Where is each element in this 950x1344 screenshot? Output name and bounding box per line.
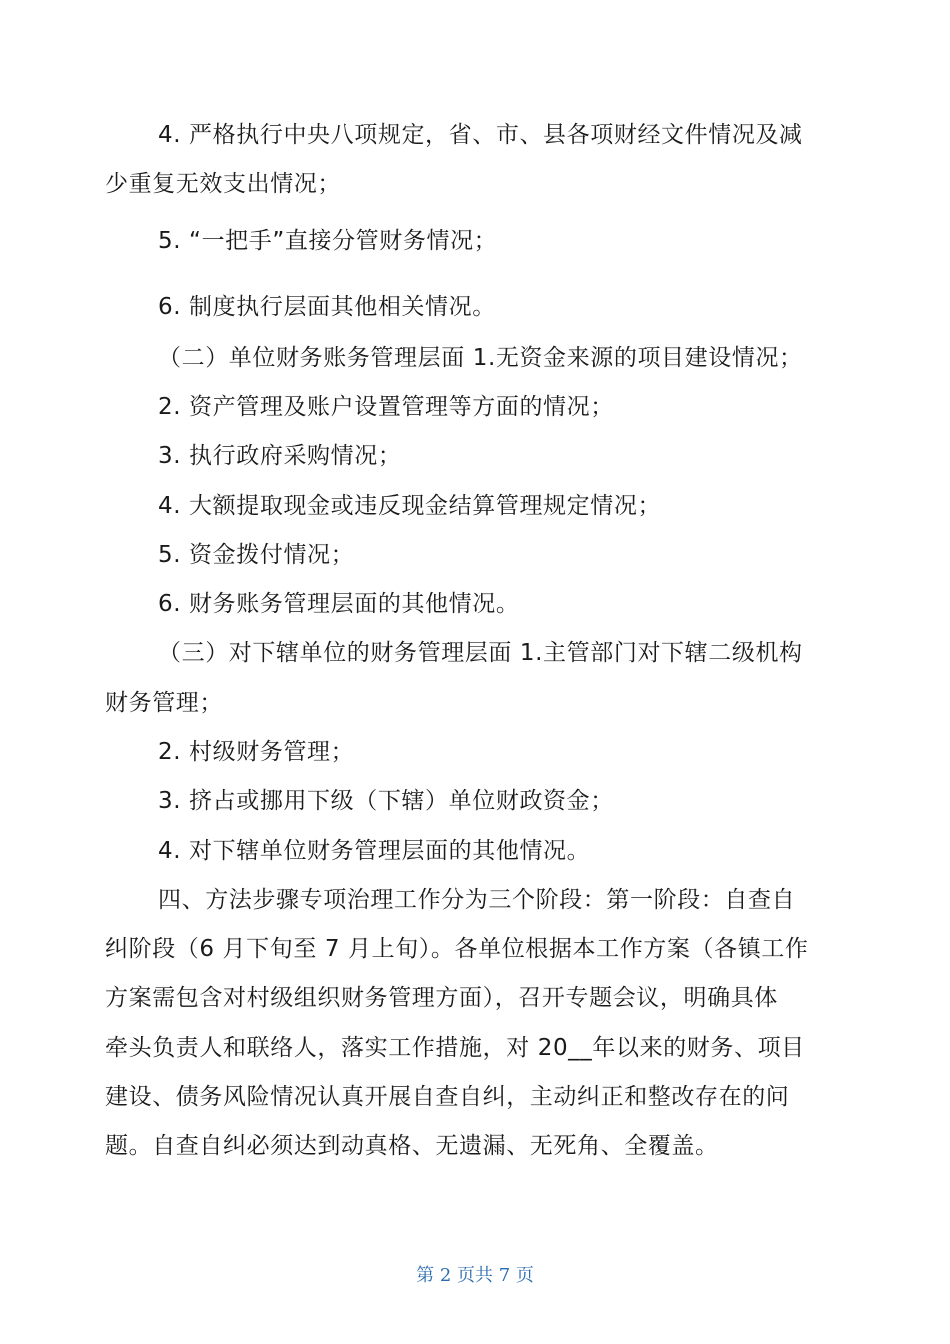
text-line: 4. 大额提取现金或违反现金结算管理规定情况；	[158, 493, 662, 519]
text-line: 5. “一把手”直接分管财务情况；	[158, 228, 498, 254]
section-heading: （三）对下辖单位的财务管理层面 1.主管部门对下辖二级机构	[158, 640, 803, 666]
text-line: 6. 财务账务管理层面的其他情况。	[158, 591, 520, 617]
text-line: 4. 对下辖单位财务管理层面的其他情况。	[158, 838, 591, 864]
text-line: 少重复无效支出情况；	[105, 171, 341, 197]
text-line: 方案需包含对村级组织财务管理方面），召开专题会议，明确具体	[105, 985, 778, 1011]
text-line: 2. 资产管理及账户设置管理等方面的情况；	[158, 394, 614, 420]
section-heading: 四、方法步骤专项治理工作分为三个阶段：第一阶段：自查自	[158, 887, 796, 913]
text-line: 3. 执行政府采购情况；	[158, 443, 402, 469]
text-line: 纠阶段（6 月下旬至 7 月上旬）。各单位根据本工作方案（各镇工作	[105, 936, 809, 962]
page-indicator: 第 2 页共 7 页	[416, 1265, 534, 1286]
text-line: 6. 制度执行层面其他相关情况。	[158, 294, 496, 320]
text-line: 建设、债务风险情况认真开展自查自纠，主动纠正和整改存在的问	[105, 1084, 790, 1110]
text-line: 5. 资金拨付情况；	[158, 542, 355, 568]
text-line: 牵头负责人和联络人，落实工作措施，对 20__年以来的财务、项目	[105, 1035, 805, 1061]
text-line: 3. 挤占或挪用下级（下辖）单位财政资金；	[158, 788, 614, 814]
text-line: 财务管理；	[105, 690, 223, 716]
text-line: 2. 村级财务管理；	[158, 739, 355, 765]
section-heading: （二）单位财务账务管理层面 1.无资金来源的项目建设情况；	[158, 345, 803, 371]
text-line: 题。自查自纠必须达到动真格、无遗漏、无死角、全覆盖。	[105, 1133, 719, 1159]
text-line: 4. 严格执行中央八项规定，省、市、县各项财经文件情况及减	[158, 122, 803, 148]
